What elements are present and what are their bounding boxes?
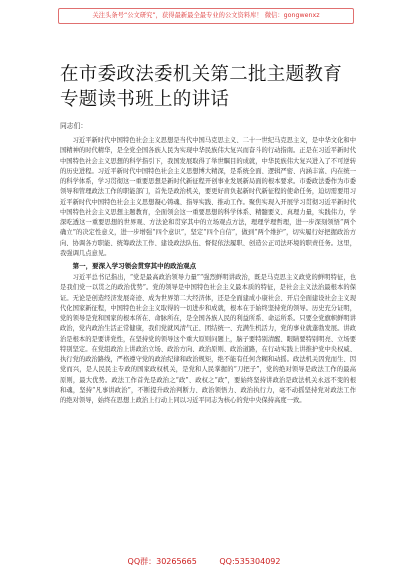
promo-banner[interactable]: 关注头条号“公文研究”，获得最新最全最专业的公文资料库！ 微信：gongwenxz [58,8,354,24]
document-body [60,136,356,406]
paragraph-intro: 习近平新时代中国特色社会主义思想是当代中国马克思主义、二十一世纪马克思主义，是中华文化和中国精神的时代精华，是全党全国各族人民为实现中华民族伟大复兴而奋斗的行动指南。正是在习近平新时代中国特色社会主义思想的科学指引下，我国发展取得了举世瞩目的成就，中华民族伟大复兴进入了不可逆转的历史进程。习近平新时代中国特色社会主义思想博大精深，是系统全面、逻辑严密、内涵丰富、内在统一的科学体系，学习贯彻这一重要思想是新时代新征程开创事业发展新局面的根本要求。市委政法委作为市委领导和管理政法工作的职能部门，首先是政治机关，要更好肩负起新时代新征程的使命任务，迫切需要用习近平新时代中国特色社会主义思想凝心铸魂、指导实践、推动工作。聚焦实现入开展学习贯彻习近平新时代中国特色社会主义思想主题教育，全面领会这一重要思想的科学体系、精髓要义、真理力量，实践伟力，学深吃透这一重要思想的世界观、方法论和贯穿其中的立场观点方法，理理学理哲理，进一步深刻领悟“两个确立”的决定性意义，进一步增强“四个意识”，坚定“四个自信”，做到“两个维护”，切实履行好把握政治方向、协调各方职能、统筹政法工作、建设政法队伍、督促依法履职、创造公正司法环境的职责任务。这里，我强调几点意见。 [60,137,356,257]
footer-qq-group: QQ群：30265665 [127,557,197,566]
document-title: 在市委政法委机关第二批主题教育专题读书班上的讲话 [60,64,343,110]
section-heading: 第一，要深入学习领会贯穿其中的政治观点 [72,262,197,270]
greeting: 同志们： [60,122,88,130]
footer [0,556,408,567]
paragraph-section-1: 习近平总书记指出，“党是最高政治领导力量”“强烈鲜明讲政治，既是马克思主义政党的鲜明特征，也是我们党一以贯之的政治优势”。党的领导是中国特色社会主义最本质的特征，是社会主义法治最根本的保证。无论是创造经济发展奇迹、成为世界第二大经济体，还是全面建成小康社会、开启全面建设社会主义现代化国家新征程，中国特色社会主义取得的一切进步和成就，根本在于始终坚持党的领导。历史充分证明，党的领导是党和国家的根本所在、命脉所在，是全国各族人民的利益所系、命运所系。只要全党旗帜鲜明讲政治，党内政治生活正常健康，我们党就风清气正、团结统一、充满生机活力，党的事业就蓬勃发展。讲政治是根本的是要讲党性，在坚持党的领导这个重大原则问题上，脑子要特别清醒、眼睛要特别明亮、立场要特别坚定。在党组政治上讲政治立场、政治方向、政治原则、政治道路，在行动实践上讲推护党中央权威、执行党的政治路线，严格遵守党的政治纪律和政治规矩，绝不能有任何含糊和动摇。政法机关因党而生、因党而兴，是人民民主专政的国家政权机关，是党和人民掌握的“刀把子”，党的绝对领导是政法工作的最高原则，最大优势。政法工作首先是政治之“政”、政权之“政”，要始终坚持讲政治是政法机关永远不变的根和魂，坚持“凡事讲政治”，不断提升政治判断力、政治领悟力、政治执行力，毫不动摇坚持党对政法工作的绝对领导，始终在思想上政治上行动上同以习近平同志为核心的党中央保持高度一致。 [60,274,356,404]
footer-qq: QQ:535304092 [219,557,281,566]
